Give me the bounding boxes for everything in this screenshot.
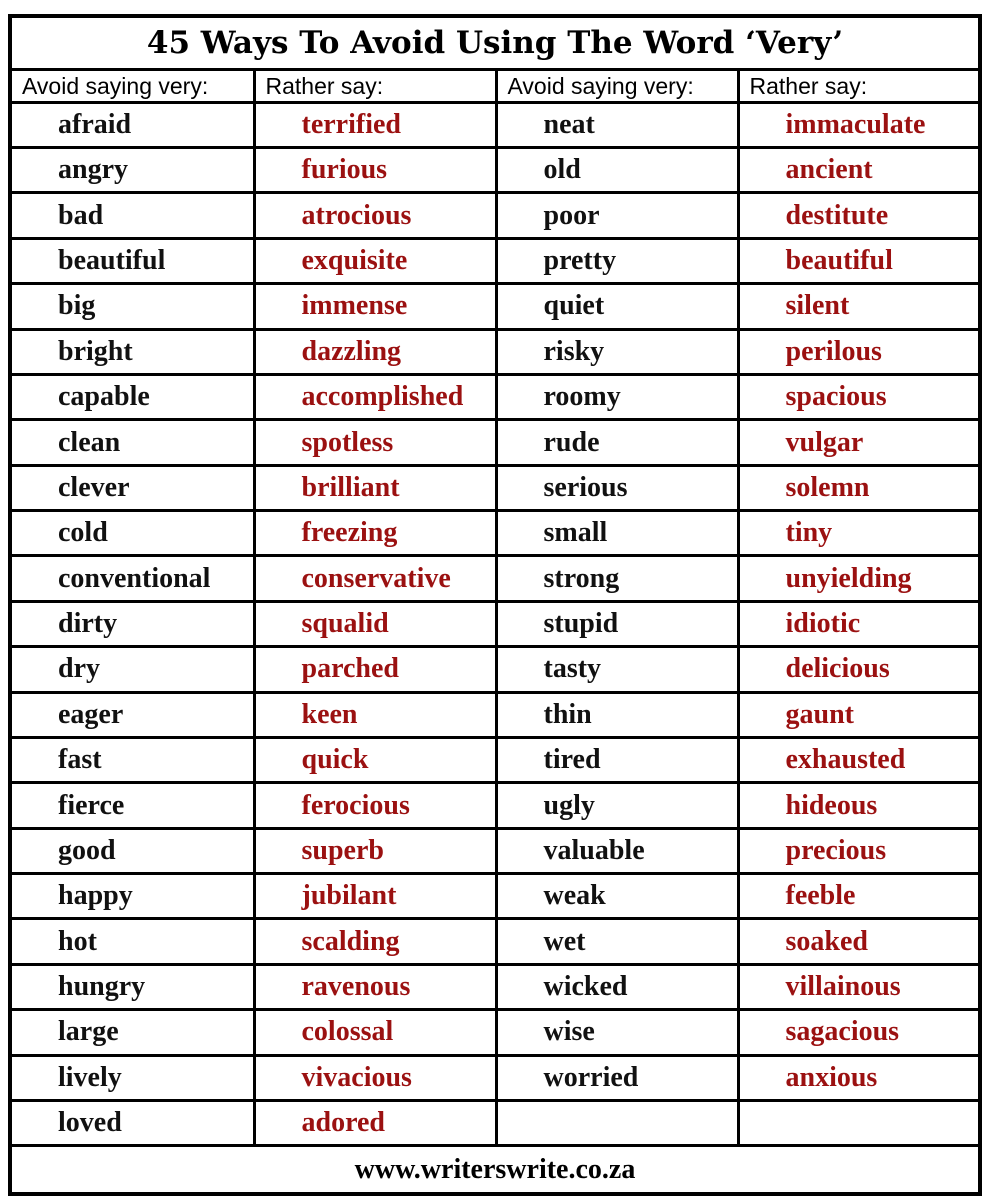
rather-word: adored: [254, 1100, 496, 1145]
avoid-word: cold: [12, 511, 254, 556]
rather-word: solemn: [738, 465, 978, 510]
avoid-word: fast: [12, 737, 254, 782]
footer-website: www.writerswrite.co.za: [12, 1146, 978, 1192]
rather-word: silent: [738, 284, 978, 329]
rather-word: villainous: [738, 964, 978, 1009]
rather-word: hideous: [738, 783, 978, 828]
rather-word: destitute: [738, 193, 978, 238]
table-row: [12, 647, 978, 692]
word-table: [12, 18, 978, 1192]
rather-word: unyielding: [738, 556, 978, 601]
rather-word: furious: [254, 148, 496, 193]
table-row: [12, 1100, 978, 1145]
rather-word: brilliant: [254, 465, 496, 510]
rather-word: quick: [254, 737, 496, 782]
avoid-word: pretty: [496, 238, 738, 283]
rather-word: gaunt: [738, 692, 978, 737]
table-row: [12, 1010, 978, 1055]
table-row: [12, 692, 978, 737]
rather-word: atrocious: [254, 193, 496, 238]
rather-word: soaked: [738, 919, 978, 964]
table-row: [12, 556, 978, 601]
header-avoid-right: Avoid saying very:: [496, 70, 738, 102]
rather-word: conservative: [254, 556, 496, 601]
avoid-word: wicked: [496, 964, 738, 1009]
avoid-word: neat: [496, 102, 738, 147]
rather-word: spacious: [738, 374, 978, 419]
avoid-word: clever: [12, 465, 254, 510]
table-row: [12, 148, 978, 193]
avoid-word: wet: [496, 919, 738, 964]
rather-word: beautiful: [738, 238, 978, 283]
rather-word: [738, 1100, 978, 1145]
rather-word: accomplished: [254, 374, 496, 419]
rather-word: dazzling: [254, 329, 496, 374]
table-row: [12, 374, 978, 419]
rather-word: exquisite: [254, 238, 496, 283]
word-list-sheet: [8, 14, 982, 1196]
header-rather-left: Rather say:: [254, 70, 496, 102]
avoid-word: hot: [12, 919, 254, 964]
table-row: [12, 601, 978, 646]
avoid-word: weak: [496, 874, 738, 919]
header-rather-right: Rather say:: [738, 70, 978, 102]
rather-word: parched: [254, 647, 496, 692]
table-row: [12, 511, 978, 556]
rather-word: precious: [738, 828, 978, 873]
rather-word: jubilant: [254, 874, 496, 919]
avoid-word: ugly: [496, 783, 738, 828]
avoid-word: thin: [496, 692, 738, 737]
table-row: [12, 102, 978, 147]
rather-word: sagacious: [738, 1010, 978, 1055]
avoid-word: stupid: [496, 601, 738, 646]
rather-word: terrified: [254, 102, 496, 147]
avoid-word: lively: [12, 1055, 254, 1100]
avoid-word: rude: [496, 420, 738, 465]
rather-word: perilous: [738, 329, 978, 374]
avoid-word: loved: [12, 1100, 254, 1145]
table-row: [12, 329, 978, 374]
rather-word: immaculate: [738, 102, 978, 147]
avoid-word: wise: [496, 1010, 738, 1055]
avoid-word: happy: [12, 874, 254, 919]
rather-word: keen: [254, 692, 496, 737]
table-row: [12, 964, 978, 1009]
rather-word: spotless: [254, 420, 496, 465]
avoid-word: serious: [496, 465, 738, 510]
avoid-word: small: [496, 511, 738, 556]
table-row: [12, 1055, 978, 1100]
avoid-word: conventional: [12, 556, 254, 601]
avoid-word: hungry: [12, 964, 254, 1009]
rather-word: immense: [254, 284, 496, 329]
avoid-word: [496, 1100, 738, 1145]
rather-word: ravenous: [254, 964, 496, 1009]
avoid-word: risky: [496, 329, 738, 374]
avoid-word: bright: [12, 329, 254, 374]
rather-word: anxious: [738, 1055, 978, 1100]
avoid-word: quiet: [496, 284, 738, 329]
avoid-word: worried: [496, 1055, 738, 1100]
table-row: [12, 783, 978, 828]
avoid-word: large: [12, 1010, 254, 1055]
avoid-word: old: [496, 148, 738, 193]
rather-word: exhausted: [738, 737, 978, 782]
rather-word: tiny: [738, 511, 978, 556]
table-row: [12, 828, 978, 873]
page-title: 45 Ways To Avoid Using The Word ‘Very’: [12, 18, 978, 70]
table-row: [12, 919, 978, 964]
table-row: [12, 284, 978, 329]
table-row: [12, 737, 978, 782]
rather-word: delicious: [738, 647, 978, 692]
avoid-word: dry: [12, 647, 254, 692]
rather-word: squalid: [254, 601, 496, 646]
avoid-word: beautiful: [12, 238, 254, 283]
rather-word: vivacious: [254, 1055, 496, 1100]
rather-word: ferocious: [254, 783, 496, 828]
rather-word: freezing: [254, 511, 496, 556]
header-avoid-left: Avoid saying very:: [12, 70, 254, 102]
rather-word: colossal: [254, 1010, 496, 1055]
avoid-word: bad: [12, 193, 254, 238]
avoid-word: big: [12, 284, 254, 329]
avoid-word: poor: [496, 193, 738, 238]
avoid-word: clean: [12, 420, 254, 465]
avoid-word: capable: [12, 374, 254, 419]
rather-word: vulgar: [738, 420, 978, 465]
rather-word: scalding: [254, 919, 496, 964]
avoid-word: angry: [12, 148, 254, 193]
table-row: [12, 465, 978, 510]
avoid-word: fierce: [12, 783, 254, 828]
table-row: [12, 874, 978, 919]
table-row: [12, 193, 978, 238]
avoid-word: eager: [12, 692, 254, 737]
rather-word: feeble: [738, 874, 978, 919]
avoid-word: valuable: [496, 828, 738, 873]
avoid-word: strong: [496, 556, 738, 601]
avoid-word: tired: [496, 737, 738, 782]
rather-word: ancient: [738, 148, 978, 193]
avoid-word: roomy: [496, 374, 738, 419]
avoid-word: afraid: [12, 102, 254, 147]
rather-word: superb: [254, 828, 496, 873]
rather-word: idiotic: [738, 601, 978, 646]
table-row: [12, 420, 978, 465]
table-row: [12, 238, 978, 283]
avoid-word: tasty: [496, 647, 738, 692]
avoid-word: good: [12, 828, 254, 873]
avoid-word: dirty: [12, 601, 254, 646]
